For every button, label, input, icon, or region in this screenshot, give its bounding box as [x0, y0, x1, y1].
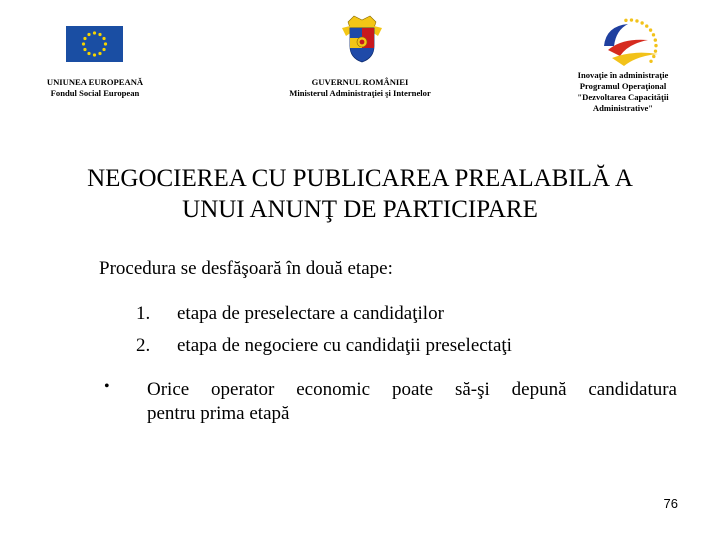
- eu-label-line1: UNIUNEA EUROPEANĂ: [46, 77, 144, 87]
- program-star-icon: [624, 19, 627, 22]
- eu-star-icon: [87, 52, 90, 55]
- program-label-line1: Inovaţie în administraţie: [577, 70, 669, 80]
- program-star-icon: [652, 33, 655, 36]
- procedure-lead: Procedura se desfăşoară în două etape:: [99, 258, 393, 279]
- program-label-line3: "Dezvoltarea Capacităţii: [577, 92, 669, 102]
- program-star-icon: [652, 55, 655, 58]
- romania-coat-of-arms-icon: [340, 14, 384, 64]
- bullet-note: [147, 378, 677, 426]
- gov-label-line1: GUVERNUL ROMÂNIEI: [311, 77, 409, 87]
- eu-flag-icon: [66, 26, 123, 62]
- eu-star-icon: [98, 33, 101, 36]
- slide-title: [0, 163, 720, 225]
- pocu-swoosh-logo-icon: [598, 16, 662, 68]
- step-2-text: etapa de negociere cu candidaţii preselectaţi: [177, 335, 512, 356]
- slide-title-line1: NEGOCIEREA CU PUBLICAREA PREALABILĂ A: [87, 165, 633, 192]
- eu-star-icon: [93, 31, 96, 34]
- eu-star-icon: [98, 52, 101, 55]
- step-1-number: 1.: [136, 303, 151, 324]
- program-star-icon: [654, 49, 657, 52]
- eu-star-icon: [82, 42, 85, 45]
- bullet-icon: •: [104, 378, 110, 395]
- eu-star-icon: [83, 37, 86, 40]
- eu-star-icon: [93, 53, 96, 56]
- eu-label: [30, 77, 160, 99]
- program-star-icon: [649, 60, 652, 63]
- program-star-icon: [645, 24, 648, 27]
- eu-label-line2: Fondul Social European: [50, 88, 140, 98]
- slide-title-line2: UNUI ANUNŢ DE PARTICIPARE: [182, 196, 538, 223]
- program-label-line2: Programul Operaţional: [579, 81, 667, 91]
- eu-star-icon: [87, 33, 90, 36]
- step-2-number: 2.: [136, 335, 151, 356]
- program-star-icon: [630, 18, 633, 21]
- program-star-icon: [635, 19, 638, 22]
- program-star-icon: [654, 44, 657, 47]
- program-star-icon: [649, 28, 652, 31]
- bullet-note-line2: pentru prima etapă: [147, 403, 290, 424]
- page-number: 76: [663, 496, 678, 511]
- eu-star-icon: [83, 48, 86, 51]
- program-label: [548, 70, 698, 114]
- program-label-line4: Administrative": [592, 103, 654, 113]
- gov-label-line2: Ministerul Administraţiei şi Internelor: [289, 88, 431, 98]
- program-star-icon: [640, 21, 643, 24]
- eu-star-icon: [102, 48, 105, 51]
- program-star-icon: [654, 38, 657, 41]
- gov-label: [262, 77, 458, 99]
- eu-star-icon: [102, 37, 105, 40]
- eu-star-icon: [104, 42, 107, 45]
- step-1-text: etapa de preselectare a candidaţilor: [177, 303, 444, 324]
- bullet-note-line1: Orice operator economic poate să-şi depună candidatura: [147, 379, 677, 400]
